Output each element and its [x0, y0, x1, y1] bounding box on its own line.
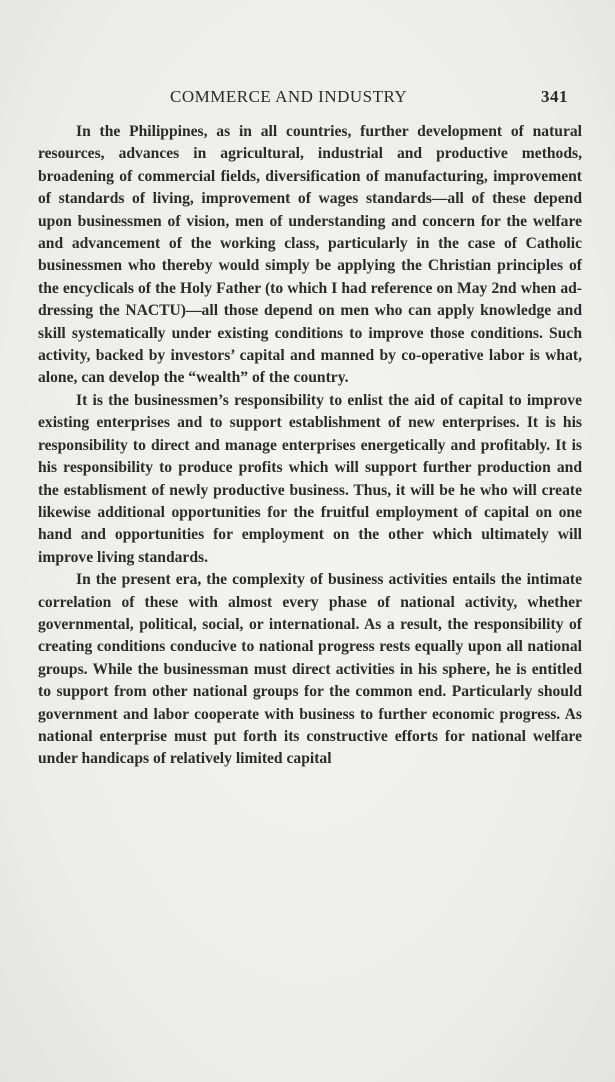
page-header: [170, 87, 585, 109]
paragraph-2: It is the businessmen’s responsibility to enlist the aid of capital to improve existing enterprises and to support establishment of new enterprises. It is his responsibility to direct and manage enterprises energetically and profitably. It is his responsibility to produce profits which will support further production and the establisment of newly productive business. Thus, it will be he who will create likewise additional opportunities for the fruitful employment of capital on one hand and opportunities for employment on the other which ultimately will improve living standards.: [38, 391, 582, 566]
paragraph-1: In the Philippines, as in all countries, further development of natural resources, advances in agricultural, industrial and productive methods, broadening of commercial fields, diversification of manufacturing, improvement of standards of living, improvement of wages standards—all of these depend upon businessmen of vision, men of understanding and concern for the welfare and advancement of the working class, particularly in the case of Catholic businessmen who thereby would simply be applying the Christian principles of the encyclicals of the Holy Father (to which I had reference on May 2nd when addressing the NACTU)—all those depend on men who can apply knowledge and skill systematically under existing conditions to improve those conditions. Such activity, backed by investors’ capital and manned by co-operative labor is what, alone, can develop the “wealth” of the country.: [38, 123, 582, 387]
body-text: [38, 121, 582, 771]
paragraph-3: In the present era, the complexity of business activities entails the intimate correlation of these with almost every phase of national activity, whether governmental, political, social, or international. As a result, the responsibility of creating conditions conducive to national progress rests equally upon all national groups. While the businessman must direct activities in his sphere, he is entitled to support from other national groups for the common end. Particularly should government and labor cooperate with business to further economic progress. As national enterprise must put forth its constructive efforts for national welfare under handicaps of relatively limited capital: [38, 571, 582, 768]
page-number: 341: [541, 87, 568, 106]
running-head: COMMERCE AND INDUSTRY: [170, 87, 408, 106]
